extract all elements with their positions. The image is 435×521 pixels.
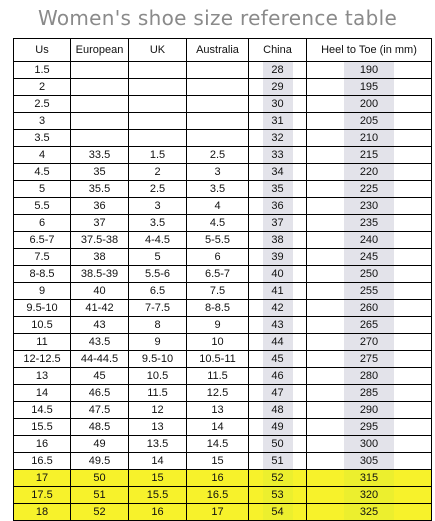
cell-uk: 15.5 — [129, 487, 187, 504]
cell-australia: 2.5 — [187, 147, 249, 164]
table-row — [14, 368, 432, 385]
cell-us: 3 — [14, 113, 71, 130]
cell-heel-to-toe-value: 210 — [344, 130, 394, 146]
cell-china-value: 49 — [263, 419, 293, 435]
cell-china — [249, 504, 307, 521]
cell-heel-to-toe — [307, 402, 432, 419]
cell-european: 33.5 — [71, 147, 129, 164]
size-reference-table — [13, 38, 432, 521]
cell-china-value: 45 — [263, 351, 293, 367]
cell-australia: 4.5 — [187, 215, 249, 232]
cell-uk: 3.5 — [129, 215, 187, 232]
cell-china-value: 53 — [263, 487, 293, 503]
cell-heel-to-toe — [307, 164, 432, 181]
cell-china-value: 47 — [263, 385, 293, 401]
cell-heel-to-toe-value: 275 — [344, 351, 394, 367]
cell-china — [249, 368, 307, 385]
cell-us: 14 — [14, 385, 71, 402]
cell-australia: 17 — [187, 504, 249, 521]
cell-heel-to-toe — [307, 249, 432, 266]
cell-heel-to-toe-value: 265 — [344, 317, 394, 333]
cell-china — [249, 300, 307, 317]
cell-us: 9.5-10 — [14, 300, 71, 317]
cell-heel-to-toe — [307, 113, 432, 130]
cell-china — [249, 419, 307, 436]
cell-uk: 15 — [129, 470, 187, 487]
cell-australia: 7.5 — [187, 283, 249, 300]
cell-australia: 12.5 — [187, 385, 249, 402]
cell-us: 12-12.5 — [14, 351, 71, 368]
cell-china-value: 28 — [263, 62, 293, 78]
cell-china-value: 39 — [263, 249, 293, 265]
cell-us: 2.5 — [14, 96, 71, 113]
table-row — [14, 181, 432, 198]
cell-heel-to-toe-value: 215 — [344, 147, 394, 163]
table-row — [14, 436, 432, 453]
cell-china — [249, 470, 307, 487]
cell-australia: 6.5-7 — [187, 266, 249, 283]
cell-us: 6.5-7 — [14, 232, 71, 249]
cell-european: 41-42 — [71, 300, 129, 317]
cell-australia — [187, 96, 249, 113]
table-row — [14, 283, 432, 300]
cell-australia: 11.5 — [187, 368, 249, 385]
cell-australia: 3.5 — [187, 181, 249, 198]
cell-european — [71, 113, 129, 130]
cell-china-value: 29 — [263, 79, 293, 95]
cell-australia: 4 — [187, 198, 249, 215]
cell-china-value: 54 — [263, 504, 293, 520]
cell-china — [249, 436, 307, 453]
cell-china — [249, 351, 307, 368]
cell-uk: 13.5 — [129, 436, 187, 453]
cell-china — [249, 487, 307, 504]
cell-australia: 3 — [187, 164, 249, 181]
cell-uk: 4-4.5 — [129, 232, 187, 249]
cell-heel-to-toe-value: 290 — [344, 402, 394, 418]
cell-uk: 16 — [129, 504, 187, 521]
table-row — [14, 198, 432, 215]
cell-china-value: 33 — [263, 147, 293, 163]
cell-china — [249, 164, 307, 181]
cell-china-value: 34 — [263, 164, 293, 180]
cell-heel-to-toe-value: 280 — [344, 368, 394, 384]
cell-heel-to-toe — [307, 419, 432, 436]
cell-heel-to-toe — [307, 283, 432, 300]
cell-uk — [129, 130, 187, 147]
cell-heel-to-toe — [307, 232, 432, 249]
cell-european: 37 — [71, 215, 129, 232]
table-row — [14, 215, 432, 232]
cell-heel-to-toe — [307, 368, 432, 385]
cell-china — [249, 198, 307, 215]
cell-australia: 14.5 — [187, 436, 249, 453]
cell-european: 43.5 — [71, 334, 129, 351]
cell-heel-to-toe-value: 270 — [344, 334, 394, 350]
cell-china — [249, 249, 307, 266]
cell-heel-to-toe — [307, 79, 432, 96]
header-us: Us — [14, 39, 71, 62]
cell-china — [249, 215, 307, 232]
cell-australia: 15 — [187, 453, 249, 470]
cell-uk — [129, 113, 187, 130]
cell-european: 50 — [71, 470, 129, 487]
cell-uk — [129, 96, 187, 113]
table-row — [14, 96, 432, 113]
cell-european: 35.5 — [71, 181, 129, 198]
cell-china-value: 44 — [263, 334, 293, 350]
cell-us: 7.5 — [14, 249, 71, 266]
header-heel-to-toe: Heel to Toe (in mm) — [307, 39, 432, 62]
cell-china — [249, 113, 307, 130]
cell-heel-to-toe-value: 225 — [344, 181, 394, 197]
cell-uk: 13 — [129, 419, 187, 436]
cell-european: 49.5 — [71, 453, 129, 470]
cell-us: 5.5 — [14, 198, 71, 215]
cell-china — [249, 147, 307, 164]
cell-us: 2 — [14, 79, 71, 96]
cell-european: 47.5 — [71, 402, 129, 419]
cell-us: 6 — [14, 215, 71, 232]
cell-heel-to-toe — [307, 487, 432, 504]
cell-us: 11 — [14, 334, 71, 351]
table-header-row — [14, 39, 432, 62]
table-row — [14, 266, 432, 283]
cell-european: 40 — [71, 283, 129, 300]
cell-heel-to-toe-value: 320 — [344, 487, 394, 503]
cell-uk: 2.5 — [129, 181, 187, 198]
cell-china-value: 51 — [263, 453, 293, 469]
cell-australia: 6 — [187, 249, 249, 266]
cell-china — [249, 62, 307, 79]
cell-china-value: 41 — [263, 283, 293, 299]
cell-european — [71, 96, 129, 113]
cell-china-value: 38 — [263, 232, 293, 248]
cell-us: 5 — [14, 181, 71, 198]
table-row — [14, 385, 432, 402]
table-row — [14, 334, 432, 351]
header-uk: UK — [129, 39, 187, 62]
cell-australia: 5-5.5 — [187, 232, 249, 249]
cell-china-value: 40 — [263, 266, 293, 282]
cell-uk: 14 — [129, 453, 187, 470]
cell-china-value: 37 — [263, 215, 293, 231]
cell-european: 37.5-38 — [71, 232, 129, 249]
table-body — [14, 62, 432, 521]
table-row — [14, 130, 432, 147]
cell-china — [249, 232, 307, 249]
cell-european: 43 — [71, 317, 129, 334]
table-row — [14, 419, 432, 436]
cell-heel-to-toe — [307, 62, 432, 79]
table-row — [14, 402, 432, 419]
cell-china-value: 32 — [263, 130, 293, 146]
table-row — [14, 232, 432, 249]
table-row — [14, 62, 432, 79]
table-row — [14, 487, 432, 504]
cell-us: 10.5 — [14, 317, 71, 334]
cell-heel-to-toe — [307, 334, 432, 351]
cell-european: 52 — [71, 504, 129, 521]
table-row — [14, 79, 432, 96]
cell-heel-to-toe-value: 235 — [344, 215, 394, 231]
table-row — [14, 453, 432, 470]
cell-australia: 16 — [187, 470, 249, 487]
cell-uk: 11.5 — [129, 385, 187, 402]
cell-heel-to-toe — [307, 130, 432, 147]
cell-us: 4.5 — [14, 164, 71, 181]
table-row — [14, 317, 432, 334]
cell-us: 17.5 — [14, 487, 71, 504]
cell-heel-to-toe — [307, 300, 432, 317]
cell-heel-to-toe-value: 220 — [344, 164, 394, 180]
cell-heel-to-toe — [307, 96, 432, 113]
cell-uk: 9.5-10 — [129, 351, 187, 368]
cell-china-value: 35 — [263, 181, 293, 197]
cell-australia: 14 — [187, 419, 249, 436]
cell-china — [249, 79, 307, 96]
cell-uk: 3 — [129, 198, 187, 215]
cell-australia — [187, 130, 249, 147]
cell-heel-to-toe-value: 200 — [344, 96, 394, 112]
cell-european: 46.5 — [71, 385, 129, 402]
cell-us: 3.5 — [14, 130, 71, 147]
cell-us: 1.5 — [14, 62, 71, 79]
cell-heel-to-toe-value: 205 — [344, 113, 394, 129]
cell-heel-to-toe-value: 325 — [344, 504, 394, 520]
cell-australia — [187, 79, 249, 96]
cell-us: 9 — [14, 283, 71, 300]
cell-australia: 9 — [187, 317, 249, 334]
cell-china — [249, 96, 307, 113]
table-row — [14, 351, 432, 368]
cell-european — [71, 62, 129, 79]
cell-us: 14.5 — [14, 402, 71, 419]
cell-china-value: 48 — [263, 402, 293, 418]
header-australia: Australia — [187, 39, 249, 62]
header-european: European — [71, 39, 129, 62]
cell-uk: 10.5 — [129, 368, 187, 385]
cell-european — [71, 79, 129, 96]
cell-australia — [187, 113, 249, 130]
cell-heel-to-toe — [307, 198, 432, 215]
cell-heel-to-toe — [307, 436, 432, 453]
cell-china-value: 52 — [263, 470, 293, 486]
cell-heel-to-toe-value: 245 — [344, 249, 394, 265]
cell-heel-to-toe-value: 260 — [344, 300, 394, 316]
cell-heel-to-toe — [307, 181, 432, 198]
cell-european — [71, 130, 129, 147]
cell-heel-to-toe-value: 190 — [344, 62, 394, 78]
cell-china-value: 36 — [263, 198, 293, 214]
cell-us: 4 — [14, 147, 71, 164]
cell-heel-to-toe-value: 295 — [344, 419, 394, 435]
cell-heel-to-toe-value: 230 — [344, 198, 394, 214]
table-row — [14, 504, 432, 521]
cell-heel-to-toe — [307, 504, 432, 521]
table-row — [14, 249, 432, 266]
cell-uk: 9 — [129, 334, 187, 351]
cell-uk — [129, 79, 187, 96]
cell-us: 16 — [14, 436, 71, 453]
cell-us: 16.5 — [14, 453, 71, 470]
cell-heel-to-toe-value: 195 — [344, 79, 394, 95]
table-row — [14, 147, 432, 164]
cell-australia: 10.5-11 — [187, 351, 249, 368]
cell-european: 38.5-39 — [71, 266, 129, 283]
cell-european: 35 — [71, 164, 129, 181]
cell-heel-to-toe-value: 315 — [344, 470, 394, 486]
cell-uk: 1.5 — [129, 147, 187, 164]
cell-heel-to-toe — [307, 147, 432, 164]
cell-china — [249, 402, 307, 419]
cell-us: 18 — [14, 504, 71, 521]
cell-china-value: 43 — [263, 317, 293, 333]
cell-uk: 5.5-6 — [129, 266, 187, 283]
cell-uk: 7-7.5 — [129, 300, 187, 317]
cell-uk: 2 — [129, 164, 187, 181]
cell-european: 51 — [71, 487, 129, 504]
page-title: Women's shoe size reference table — [37, 6, 398, 30]
header-china: China — [249, 39, 307, 62]
cell-heel-to-toe-value: 255 — [344, 283, 394, 299]
cell-uk: 12 — [129, 402, 187, 419]
cell-uk: 6.5 — [129, 283, 187, 300]
table-row — [14, 113, 432, 130]
cell-australia: 8-8.5 — [187, 300, 249, 317]
cell-heel-to-toe-value: 250 — [344, 266, 394, 282]
cell-china — [249, 385, 307, 402]
cell-heel-to-toe — [307, 470, 432, 487]
cell-china — [249, 266, 307, 283]
cell-european: 38 — [71, 249, 129, 266]
cell-china — [249, 334, 307, 351]
cell-australia: 16.5 — [187, 487, 249, 504]
cell-us: 15.5 — [14, 419, 71, 436]
cell-uk — [129, 62, 187, 79]
cell-australia: 10 — [187, 334, 249, 351]
cell-heel-to-toe — [307, 317, 432, 334]
cell-us: 17 — [14, 470, 71, 487]
cell-us: 8-8.5 — [14, 266, 71, 283]
cell-european: 48.5 — [71, 419, 129, 436]
cell-european: 44-44.5 — [71, 351, 129, 368]
cell-heel-to-toe — [307, 266, 432, 283]
cell-china-value: 42 — [263, 300, 293, 316]
cell-us: 13 — [14, 368, 71, 385]
cell-heel-to-toe — [307, 351, 432, 368]
cell-uk: 8 — [129, 317, 187, 334]
cell-china-value: 30 — [263, 96, 293, 112]
cell-china — [249, 453, 307, 470]
cell-european: 45 — [71, 368, 129, 385]
cell-heel-to-toe — [307, 215, 432, 232]
cell-china — [249, 181, 307, 198]
cell-china-value: 31 — [263, 113, 293, 129]
cell-heel-to-toe-value: 240 — [344, 232, 394, 248]
cell-heel-to-toe-value: 285 — [344, 385, 394, 401]
cell-china — [249, 130, 307, 147]
table-row — [14, 470, 432, 487]
cell-heel-to-toe — [307, 385, 432, 402]
cell-heel-to-toe-value: 300 — [344, 436, 394, 452]
cell-china — [249, 317, 307, 334]
cell-heel-to-toe — [307, 453, 432, 470]
cell-australia — [187, 62, 249, 79]
cell-australia: 13 — [187, 402, 249, 419]
cell-china-value: 46 — [263, 368, 293, 384]
cell-china — [249, 283, 307, 300]
table-row — [14, 300, 432, 317]
cell-european: 36 — [71, 198, 129, 215]
cell-european: 49 — [71, 436, 129, 453]
cell-china-value: 50 — [263, 436, 293, 452]
table-row — [14, 164, 432, 181]
cell-heel-to-toe-value: 305 — [344, 453, 394, 469]
cell-uk: 5 — [129, 249, 187, 266]
